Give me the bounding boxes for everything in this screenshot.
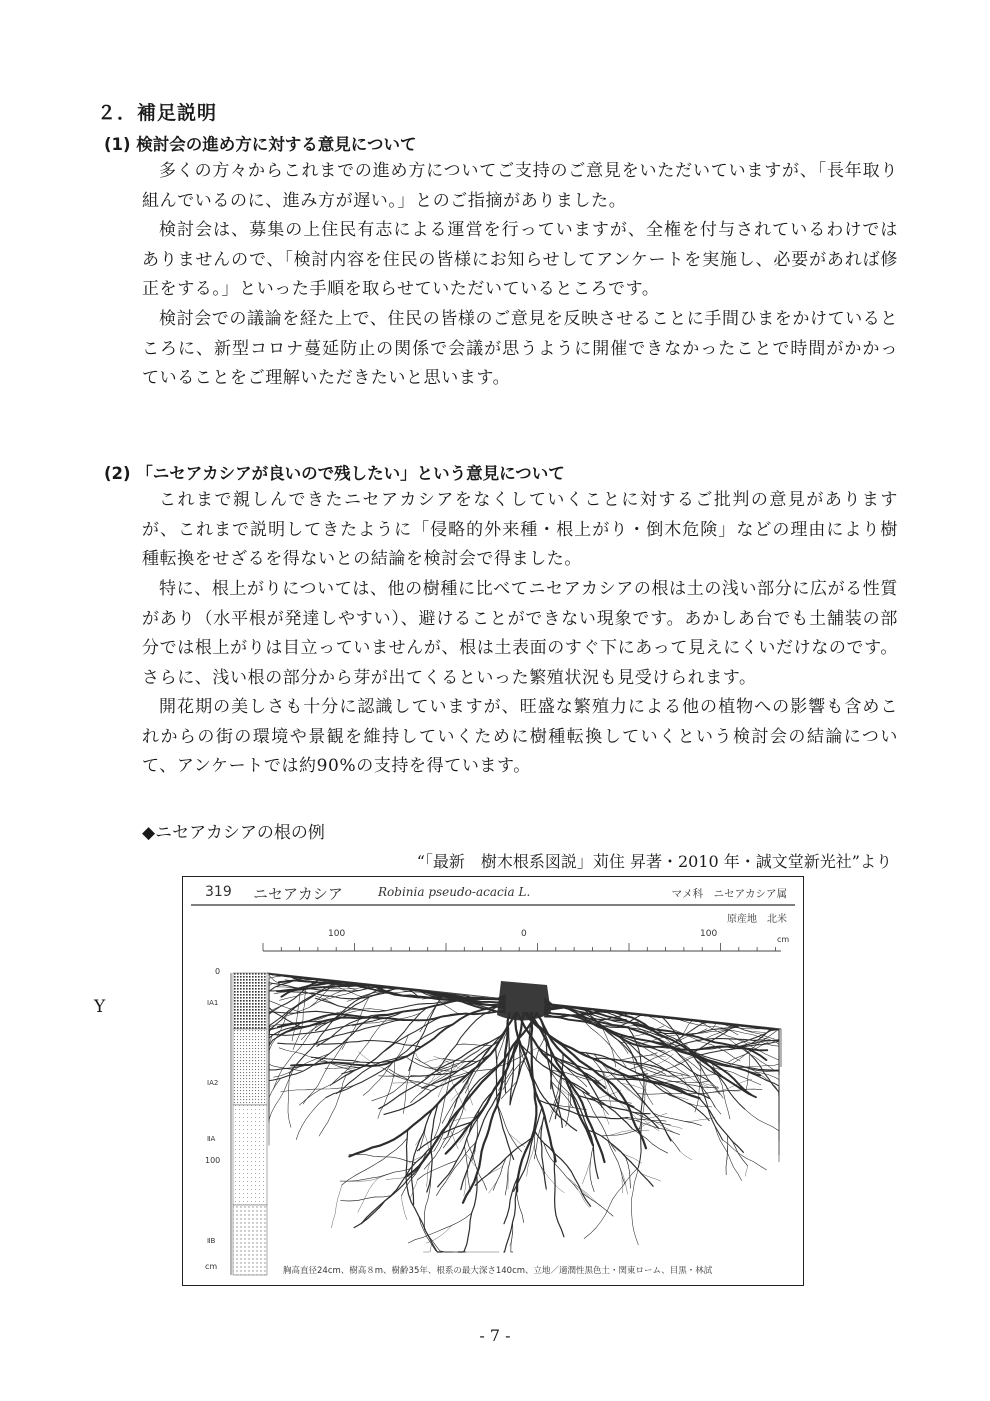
paragraph: これまで親しんできたニセアカシアをなくしていくことに対するご批判の意見がありますが、これまで説明してきたように「侵略的外来種・根上がり・倒木危険」などの理由により樹種転換をせざるを得ないとの結論を検討会で得ました。 (142, 490, 898, 569)
root-line (303, 1038, 348, 1104)
horizon-label: ⅡA (207, 1135, 216, 1143)
root-line (582, 1193, 613, 1216)
root-line (554, 1154, 564, 1237)
figure-number: 319 (205, 884, 232, 900)
horizon-label: ⅠA1 (207, 999, 219, 1007)
root-line (745, 1166, 747, 1177)
root-line (342, 1138, 407, 1185)
root-line (493, 1158, 506, 1190)
root-line (726, 1135, 728, 1174)
root-line (653, 1113, 702, 1126)
root-line (408, 1213, 471, 1243)
root-line (340, 1169, 410, 1181)
paragraph: 検討会での議論を経た上で、住民の皆様のご意見を反映させることに手間ひまをかけているところに、新型コロナ蔓延防止の関係で会議が思うように開催できなかったことで時間がかかっていることをご理解いただきたいと思います。 (142, 309, 898, 388)
root-line (702, 1082, 718, 1087)
depth-label: 0 (215, 967, 221, 976)
root-line (541, 1115, 546, 1189)
figure-origin: 原産地 北米 (727, 914, 787, 925)
root-line (289, 987, 384, 1074)
root-line (584, 1167, 638, 1238)
root-line (406, 1130, 442, 1252)
scale-label: 100 (328, 929, 346, 939)
root-line (685, 1118, 715, 1122)
root-line (372, 1076, 411, 1101)
root-line (680, 1151, 692, 1160)
scale-unit: cm (777, 935, 790, 944)
paragraph: 特に、根上がりについては、他の樹種に比べてニセアカシアの根は土の浅い部分に広がる性質があり（水平根が発達しやすい）、避けることができない現象です。あかしあ台でも土舗装の部分では根上がりは目立っていませんが、根は土表面のすぐ下にあって見えにくいだけなのです。さらに、浅い根の部分から芽が出てくるといった繁殖状況も見受けられます。 (142, 579, 898, 688)
root-line (687, 1089, 762, 1094)
margin-mark: Y (94, 997, 106, 1017)
figure-species-name: ニセアカシア (253, 885, 343, 903)
root-line (737, 1039, 779, 1066)
root-line (354, 1146, 433, 1228)
paragraph: 検討会は、募集の上住民有志による運営を行っていますが、全権を付与されているわけではありませんので、「検討内容を住民の皆様にお知らせしてアンケートを実施し、必要があれば修正をする。」といった手順を取らせていただいているところです。 (142, 220, 898, 299)
root-line (653, 1075, 685, 1076)
figure-latin-name: Robinia pseudo-acacia L. (378, 885, 531, 899)
root-line (704, 1091, 740, 1094)
depth-label: cm (205, 1262, 218, 1271)
root-line (516, 1191, 523, 1222)
root-line (331, 1185, 342, 1228)
horizon-label: ⅡB (207, 1237, 216, 1245)
root-line (534, 1130, 591, 1206)
root-line (378, 1061, 395, 1119)
subsection-1-heading: (1) 検討会の進め方に対する意見について (104, 135, 417, 154)
root-line (278, 1041, 422, 1047)
section-title: ２．補足説明 (97, 102, 218, 124)
paragraph: 多くの方々からこれまでの進め方についてご支持のご意見をいただいていますが、「長年取り組んでいるのに、進み方が遅い。」とのご指摘がありました。 (142, 161, 898, 211)
root-line (349, 1154, 416, 1162)
depth-label: 100 (205, 1156, 221, 1165)
root-line (634, 1112, 671, 1125)
root-line (358, 1177, 380, 1213)
root-line (415, 1058, 441, 1074)
horizon-label: ⅠA2 (207, 1079, 219, 1087)
root-line (732, 1141, 747, 1165)
root-line (498, 1105, 522, 1152)
root-line (700, 1098, 744, 1152)
figure-family: マメ科 ニセアカシア属 (671, 888, 787, 900)
root-line (618, 1053, 657, 1060)
scale-label: 0 (521, 929, 527, 939)
root-line (544, 1143, 578, 1190)
root-line (402, 1196, 408, 1220)
root-line (628, 1028, 644, 1168)
root-line (744, 1048, 780, 1123)
root-line (274, 1054, 330, 1078)
root-line (269, 1014, 287, 1064)
root-line (583, 1161, 591, 1184)
root-line (319, 1075, 346, 1136)
figure-source: “「最新 樹木根系図説」苅住 昇著・2010 年・誠文堂新光社”より (416, 852, 892, 871)
root-line (341, 1196, 392, 1201)
root-line (637, 1093, 681, 1094)
paragraph: 開花期の美しさも十分に認識していますが、旺盛な繁殖力による他の植物への影響も含めこれからの街の環境や景観を維持していくために樹種転換していくという検討会の結論について、アンケートでは約90%の支持を得ています。 (142, 697, 898, 776)
root-line (288, 1074, 291, 1128)
root-line (603, 1107, 609, 1124)
root-drawing (183, 877, 803, 1285)
root-line (723, 1140, 767, 1170)
root-line (419, 1216, 453, 1252)
figure-note: 胸高直径24cm、樹高８m、樹齢35年、根系の最大深さ140cm、立地／適潤性黒色土・関東ローム、目黒・林試 (283, 1266, 713, 1276)
root-system-figure (182, 876, 804, 1286)
subsection-2-heading: (2) 「ニセアカシアが良いので残したい」という意見について (104, 464, 565, 483)
root-line (423, 1244, 431, 1252)
scale-label: 100 (700, 929, 718, 939)
root-line (425, 1059, 444, 1064)
root-line (463, 1013, 510, 1203)
root-line (738, 1068, 779, 1091)
page-number: - 7 - (479, 1326, 511, 1345)
figure-caption: ◆ニセアカシアの根の例 (142, 823, 325, 843)
root-line (632, 1128, 668, 1153)
root-line (489, 1182, 497, 1193)
root-line (631, 1160, 640, 1245)
